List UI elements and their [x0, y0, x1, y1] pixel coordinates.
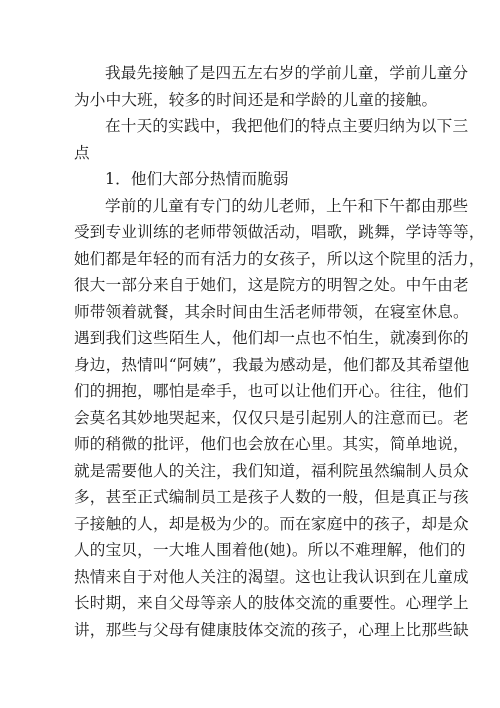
paragraph-line: 很大一部分来自于她们，这是院方的明智之处。中午由老 — [74, 276, 469, 294]
paragraph-line: 我最先接触了是四五左右岁的学前儿童，学前儿童分 — [105, 64, 469, 82]
paragraph-line: 学前的儿童有专门的幼儿老师，上午和下午都由那些 — [105, 196, 469, 215]
paragraph-line: 她们都是年轻的而有活力的女孩子，所以这个院里的活力， — [74, 249, 485, 268]
paragraph-line: 长时期，来自父母等亲人的肢体交流的重要性。心理学上 — [74, 594, 469, 612]
paragraph-line: 就是需要他人的关注，我们知道，福利院虽然编制人员众 — [74, 461, 469, 480]
paragraph-line: 人的宝贝，一大堆人围着他(她)。所以不难理解，他们的 — [74, 541, 466, 559]
paragraph-line: 遇到我们这些陌生人，他们却一点也不怕生，就凑到你的 — [74, 329, 469, 347]
paragraph-line: 为小中大班，较多的时间还是和学龄的儿童的接触。 — [74, 90, 438, 109]
paragraph-line: 受到专业训练的老师带领做活动，唱歌，跳舞，学诗等等， — [74, 223, 485, 241]
paragraph-line: 身边，热情叫“阿姨”，我最为感动是，他们都及其希望他 — [74, 355, 470, 374]
paragraph-line: 热情来自于对他人关注的渴望。这也让我认识到在儿童成 — [74, 567, 469, 586]
paragraph-line: 点 — [74, 143, 90, 162]
paragraph-line: 在十天的实践中，我把他们的特点主要归纳为以下三 — [105, 117, 469, 135]
paragraph-line: 师的稍微的批评，他们也会放在心里。其实，简单地说， — [74, 435, 469, 453]
section-heading: 1．他们大部分热情而脆弱 — [105, 170, 289, 188]
paragraph-line: 讲，那些与父母有健康肢体交流的孩子，心理上比那些缺 — [74, 620, 469, 639]
paragraph-line: 多，甚至正式编制员工是孩子人数的一般，但是真正与孩 — [74, 488, 469, 506]
paragraph-line: 们的拥抱，哪怕是牵手，也可以让他们开心。往往，他们 — [74, 382, 469, 400]
paragraph-line: 会莫名其妙地哭起来，仅仅只是引起别人的注意而已。老 — [74, 408, 469, 427]
paragraph-line: 师带领着就餐，其余时间由生活老师带领，在寝室休息。 — [74, 302, 469, 321]
document-page — [74, 60, 485, 643]
paragraph-line: 子接触的人，却是极为少的。而在家庭中的孩子，却是众 — [74, 514, 469, 533]
